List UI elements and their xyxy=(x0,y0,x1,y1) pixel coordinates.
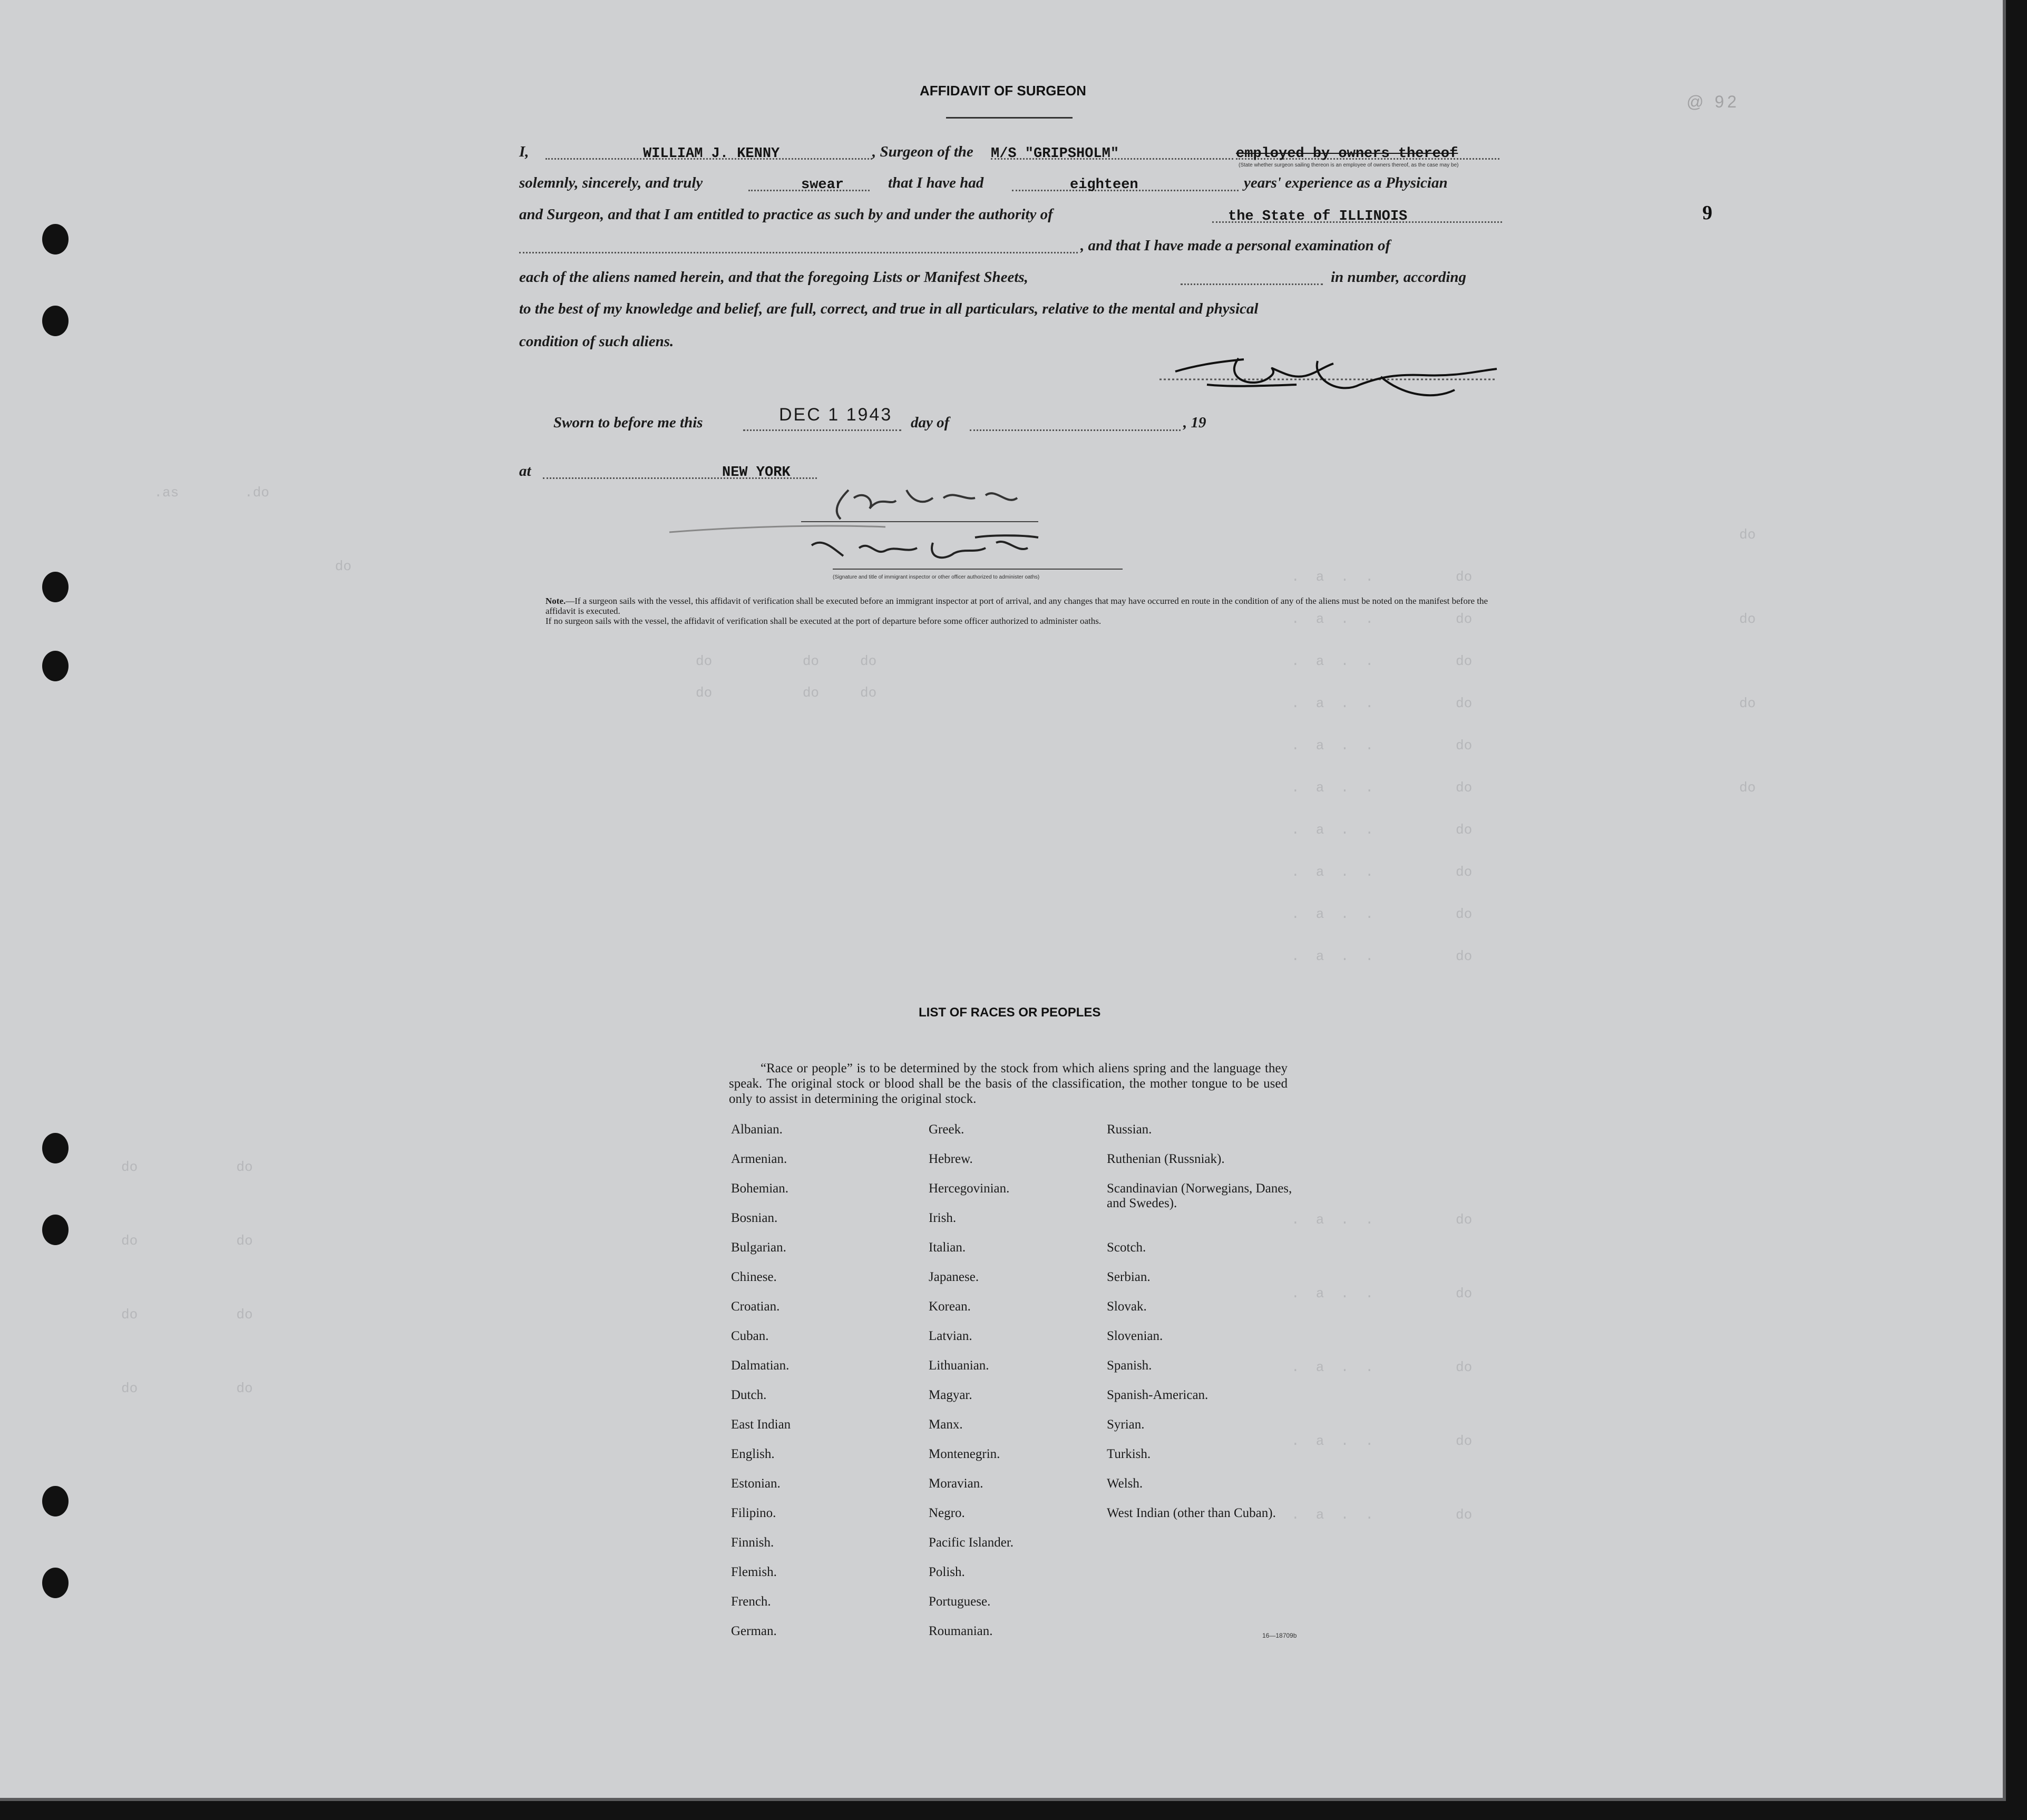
employment-note: (State whether surgeon sailing thereon is an employee of owners thereof, as the case may be) xyxy=(1239,162,1459,168)
race-item: Roumanian. xyxy=(929,1624,993,1638)
race-item: Croatian. xyxy=(731,1299,780,1314)
race-item: Hercegovinian. xyxy=(929,1181,1010,1196)
affidavit-line1-mid: , Surgeon of the xyxy=(872,143,973,160)
sworn-mid: day of xyxy=(911,414,950,431)
race-item: Filipino. xyxy=(731,1506,776,1520)
race-item: Korean. xyxy=(929,1299,971,1314)
surgeon-name: WILLIAM J. KENNY xyxy=(643,146,780,162)
blank-line xyxy=(970,429,1181,431)
faint-stamp: @ 92 xyxy=(1687,92,1740,111)
race-item: Moravian. xyxy=(929,1476,983,1491)
punch-hole xyxy=(42,651,69,681)
blank-line xyxy=(519,252,1078,253)
race-item: Italian. xyxy=(929,1240,966,1255)
race-item: Dalmatian. xyxy=(731,1358,790,1373)
race-item: Bohemian. xyxy=(731,1181,789,1196)
note-text-1: —If a surgeon sails with the vessel, this affidavit of verification shall be executed before an immigrant inspector at port of arrival, and any changes that may have occurred en route in the condition of any of the aliens must be noted on the manifest before the affidavit is executed. xyxy=(545,596,1488,616)
inspector-signature xyxy=(659,469,1159,590)
punch-hole xyxy=(42,1568,69,1598)
affidavit-line5-pre: each of the aliens named herein, and that the foregoing Lists or Manifest Sheets, xyxy=(519,269,1028,286)
note-text-2: If no surgeon sails with the vessel, the affidavit of verification shall be executed at the port of departure before some officer authorized to administer oaths. xyxy=(545,616,1102,626)
races-title: LIST OF RACES OR PEOPLES xyxy=(919,1005,1101,1020)
race-item: Serbian. xyxy=(1107,1270,1151,1284)
inspector-caption: (Signature and title of immigrant inspector or other officer authorized to administer oaths) xyxy=(833,574,1040,580)
affidavit-line2-post: years' experience as a Physician xyxy=(1244,174,1448,191)
oath-word: swear xyxy=(801,177,844,193)
race-item: Bulgarian. xyxy=(731,1240,786,1255)
race-item: Welsh. xyxy=(1107,1476,1143,1491)
punch-hole xyxy=(42,1215,69,1245)
race-item: Portuguese. xyxy=(929,1594,991,1609)
affidavit-line3: and Surgeon, and that I am entitled to practice as such by and under the authority of xyxy=(519,206,1053,223)
race-item: Slovak. xyxy=(1107,1299,1147,1314)
race-item: Russian. xyxy=(1107,1122,1152,1137)
punch-hole xyxy=(42,1486,69,1516)
race-item: Syrian. xyxy=(1107,1417,1145,1432)
race-item: Bosnian. xyxy=(731,1211,778,1225)
race-item: Hebrew. xyxy=(929,1152,973,1166)
race-item: Scotch. xyxy=(1107,1240,1146,1255)
race-item xyxy=(1107,1211,1297,1240)
races-intro: “Race or people” is to be determined by the stock from which aliens spring and the language they speak. The original stock or blood shall be the basis of the classification, the mother tongue to be used only to assist in determining the original stock. xyxy=(729,1061,1288,1106)
sworn-place: NEW YORK xyxy=(722,465,791,481)
race-item: Spanish. xyxy=(1107,1358,1152,1373)
sworn-post: , 19 xyxy=(1183,414,1206,431)
sworn-pre: Sworn to before me this xyxy=(553,414,703,431)
race-item: Manx. xyxy=(929,1417,963,1432)
note-label: Note. xyxy=(545,596,566,606)
years-experience: eighteen xyxy=(1070,177,1138,193)
race-item: Lithuanian. xyxy=(929,1358,989,1373)
blank-line xyxy=(743,429,901,431)
race-item: Magyar. xyxy=(929,1388,972,1402)
race-item: Finnish. xyxy=(731,1535,774,1550)
punch-hole xyxy=(42,306,69,336)
title-underline xyxy=(946,117,1073,119)
affidavit-line7: condition of such aliens. xyxy=(519,333,674,350)
punch-hole xyxy=(42,1133,69,1163)
race-item: West Indian (other than Cuban). xyxy=(1107,1506,1276,1520)
race-item: Polish. xyxy=(929,1565,965,1579)
punch-hole xyxy=(42,572,69,602)
race-item: Greek. xyxy=(929,1122,964,1137)
race-item: Turkish. xyxy=(1107,1447,1151,1461)
races-column-2 xyxy=(929,1122,1013,1653)
race-item: German. xyxy=(731,1624,777,1638)
vessel-name: M/S "GRIPSHOLM" xyxy=(991,146,1119,162)
race-item: Dutch. xyxy=(731,1388,767,1402)
races-column-1 xyxy=(731,1122,791,1653)
race-item: Flemish. xyxy=(731,1565,777,1579)
page-number: 9 xyxy=(1702,202,1712,224)
licensing-authority: the State of ILLINOIS xyxy=(1228,209,1408,224)
race-item: East Indian xyxy=(731,1417,791,1432)
race-item: Chinese. xyxy=(731,1270,777,1284)
races-column-3 xyxy=(1107,1122,1297,1535)
race-item: Cuban. xyxy=(731,1329,769,1343)
affidavit-line2-mid: that I have had xyxy=(888,174,984,191)
race-item: Slovenian. xyxy=(1107,1329,1163,1343)
page-title: AFFIDAVIT OF SURGEON xyxy=(920,83,1086,99)
race-item: Montenegrin. xyxy=(929,1447,1000,1461)
race-item: Irish. xyxy=(929,1211,957,1225)
blank-line xyxy=(1181,283,1323,285)
sworn-date-stamp: DEC 1 1943 xyxy=(779,405,893,425)
surgeon-signature xyxy=(1159,348,1502,416)
race-item: Pacific Islander. xyxy=(929,1535,1014,1550)
affidavit-line1-pre: I, xyxy=(519,143,529,160)
race-item: Scandinavian (Norwegians, Danes, and Swedes). xyxy=(1107,1181,1292,1210)
race-item: Armenian. xyxy=(731,1152,787,1166)
race-item: Latvian. xyxy=(929,1329,972,1343)
employment-status: employed by owners thereof xyxy=(1236,146,1458,162)
race-item: Spanish-American. xyxy=(1107,1388,1209,1402)
race-item: English. xyxy=(731,1447,775,1461)
race-item: Negro. xyxy=(929,1506,965,1520)
race-item: Albanian. xyxy=(731,1122,783,1137)
at-label: at xyxy=(519,463,531,480)
form-number: 16—18709b xyxy=(1262,1632,1297,1639)
race-item: Estonian. xyxy=(731,1476,781,1491)
affidavit-line4-post: , and that I have made a personal examination of xyxy=(1080,237,1391,254)
document-page: .as .do do do do do do do do . a . . do . a . . do . a . . do . a . . do . a . . do . a . . do . a . . do . a . . do . a . . do . a . . do do do do do do do do do do do do do . a . . do . a . . do . a . . do . a . . do . a . . do @ 92 9 AFFIDAVIT OF SURGEON I, WILLIAM J. KENNY , Surgeon of the M/S "GRIPSHOLM" employed by owners thereof (State whether surgeon sailing thereon is an employee of owners thereof, as the case may be) solemnly, sincerely, and truly swear that I have had eighteen years' experience as a Physician and Surgeon, and that I am entitled to practice as such by and under the authority of the State of ILLINOIS , and that I have made a personal examination of each of the aliens named herein, and that the foregoing Lists or Manifest Sheets, in number, according to the best of my knowledge and belief, are full, correct, and true in all particulars, relative to the mental and physical condition of such aliens. Sworn to before me this DEC 1 1943 day of , 19 at NEW YORK (Signature and title of immigrant inspector or other officer authorized to administer oaths) Note.—If a surgeon sails with the vessel, this affidavit of verification shall be executed before an immigrant inspector at port of arrival, and any changes that may have occurred en route in the condition of any of the aliens must be noted on the manifest before the affidavit is executed. If no surgeon sails with the vessel, the affidavit of verification shall be executed at the port of departure before some officer authorized to administer oaths. LIST OF RACES OR PEOPLES “Race or people” is to be determined by the stock from which aliens spring and the language they speak. The original stock or blood shall be the basis of the classification, the mother tongue to be used only to assist in determining the original stock. Albanian. Armenian. Bohemian. Bosnian. Bulgarian. Chinese. Croatian. Cuban. Dalmatian. Dutch. East Indian English. Estonian. Filipino. Finnish. Flemish. French. German. Greek. Hebrew. Hercegovinian. Irish. Italian. Japanese. Korean. Latvian. Lithuanian. Magyar. Manx. Montenegrin. Moravian. Negro. Pacific Islander. Polish. Portuguese. Roumanian. Russian. Ruthenian (Russniak). Scandinavian (Norwegians, Danes, and Swedes). Scotch. Serbian. Slovak. Slovenian. Spanish. Spanish-American. Syrian. Turkish. Welsh. West Indian (other than Cuban). 16—18709b xyxy=(0,0,2006,1801)
race-item: French. xyxy=(731,1594,771,1609)
affidavit-line5-post: in number, according xyxy=(1331,269,1467,286)
note-block xyxy=(545,596,1505,626)
race-item: Japanese. xyxy=(929,1270,979,1284)
punch-hole xyxy=(42,224,69,255)
affidavit-line2-pre: solemnly, sincerely, and truly xyxy=(519,174,703,191)
affidavit-line6: to the best of my knowledge and belief, are full, correct, and true in all particulars, relative to the mental and physical xyxy=(519,300,1259,317)
race-item: Ruthenian (Russniak). xyxy=(1107,1152,1225,1166)
